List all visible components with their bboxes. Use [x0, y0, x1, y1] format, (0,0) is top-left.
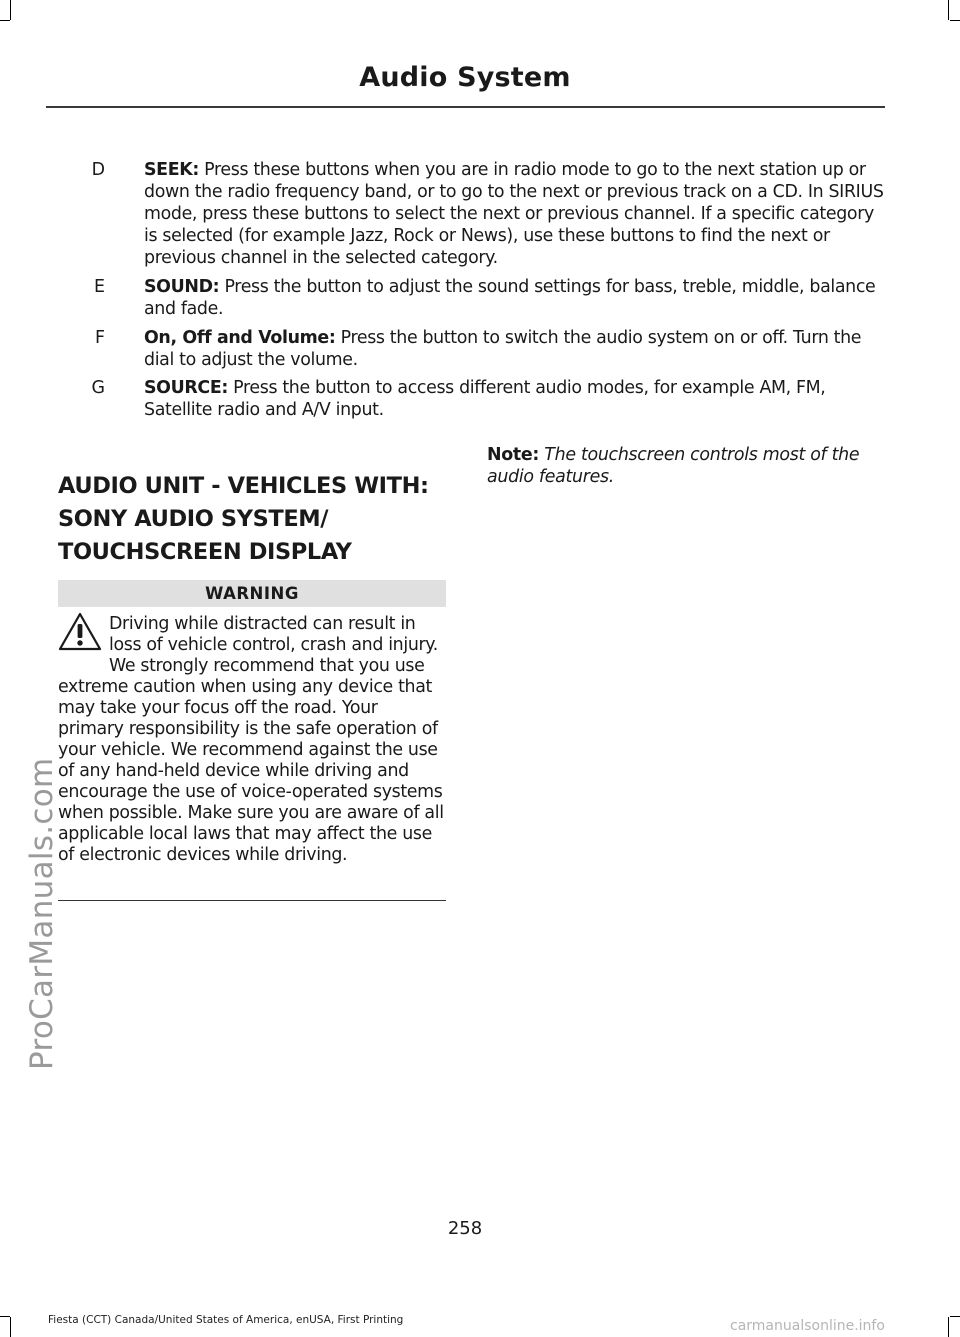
watermark-side: ProCarManuals.com	[24, 757, 60, 1070]
definition-term: SOUND:	[144, 277, 220, 297]
definition-text	[144, 377, 884, 421]
crop-mark	[10, 0, 11, 20]
warning-text-block	[58, 614, 448, 866]
definition-letter: G	[91, 378, 105, 398]
crop-mark	[948, 0, 949, 20]
definition-description: Press the button to switch the audio system on or off. Turn the dial to adjust the volume.	[144, 328, 862, 370]
definition-description: Press these buttons when you are in radio mode to go to the next station up or down the radio frequency band, or to go to the next or previous track on a CD. In SIRIUS mode, press these buttons to select the next or previous channel. If a specific category is selected (for example Jazz, Rock or News), use these buttons to find the next or previous channel in the selected category.	[144, 160, 884, 268]
definition-description: Press the button to adjust the sound settings for bass, treble, middle, balance and fade.	[144, 277, 876, 319]
crop-mark	[0, 1316, 10, 1317]
crop-mark	[10, 1317, 11, 1337]
definition-letter: E	[94, 277, 105, 297]
definition-term: On, Off and Volume:	[144, 328, 336, 348]
warning-label: WARNING	[58, 580, 446, 607]
section-heading	[58, 470, 458, 569]
definition-text	[144, 159, 884, 269]
definition-term: SOURCE:	[144, 378, 228, 398]
header-rule	[46, 106, 885, 108]
warning-bottom-rule	[58, 900, 446, 901]
crop-mark	[0, 20, 10, 21]
crop-mark	[950, 1316, 960, 1317]
note-text: The touchscreen controls most of the audio features.	[487, 445, 860, 487]
section-heading-line: AUDIO UNIT - VEHICLES WITH:	[58, 473, 429, 499]
definition-letter: F	[94, 328, 105, 348]
definition-text	[144, 327, 884, 371]
note	[487, 444, 877, 488]
section-heading-line: SONY AUDIO SYSTEM/	[58, 506, 329, 532]
definition-text	[144, 276, 884, 320]
watermark-corner: carmanualsonline.info	[730, 1318, 885, 1334]
note-label: Note:	[487, 445, 540, 465]
page-number: 258	[447, 1218, 483, 1239]
warning-text: Driving while distracted can result in loss of vehicle control, crash and injury. We strongly recommend that you use extreme caution when using any device that may take your focus off the road. Your primary responsibility is the safe operation of your vehicle. We recommend against the use of any hand-held device while driving and encourage the use of voice-operated systems when possible. Make sure you are aware of all applicable local laws that may affect the use of electronic devices while driving.	[58, 614, 444, 865]
section-heading-line: TOUCHSCREEN DISPLAY	[58, 539, 352, 565]
definition-term: SEEK:	[144, 160, 199, 180]
crop-mark	[950, 20, 960, 21]
crop-mark	[948, 1317, 949, 1337]
page-header-title: Audio System	[359, 62, 571, 93]
definition-description: Press the button to access different audio modes, for example AM, FM, Satellite radio and A/V input.	[144, 378, 826, 420]
definition-letter: D	[91, 160, 105, 180]
publication-footer: Fiesta (CCT) Canada/United States of America, enUSA, First Printing	[48, 1314, 404, 1326]
